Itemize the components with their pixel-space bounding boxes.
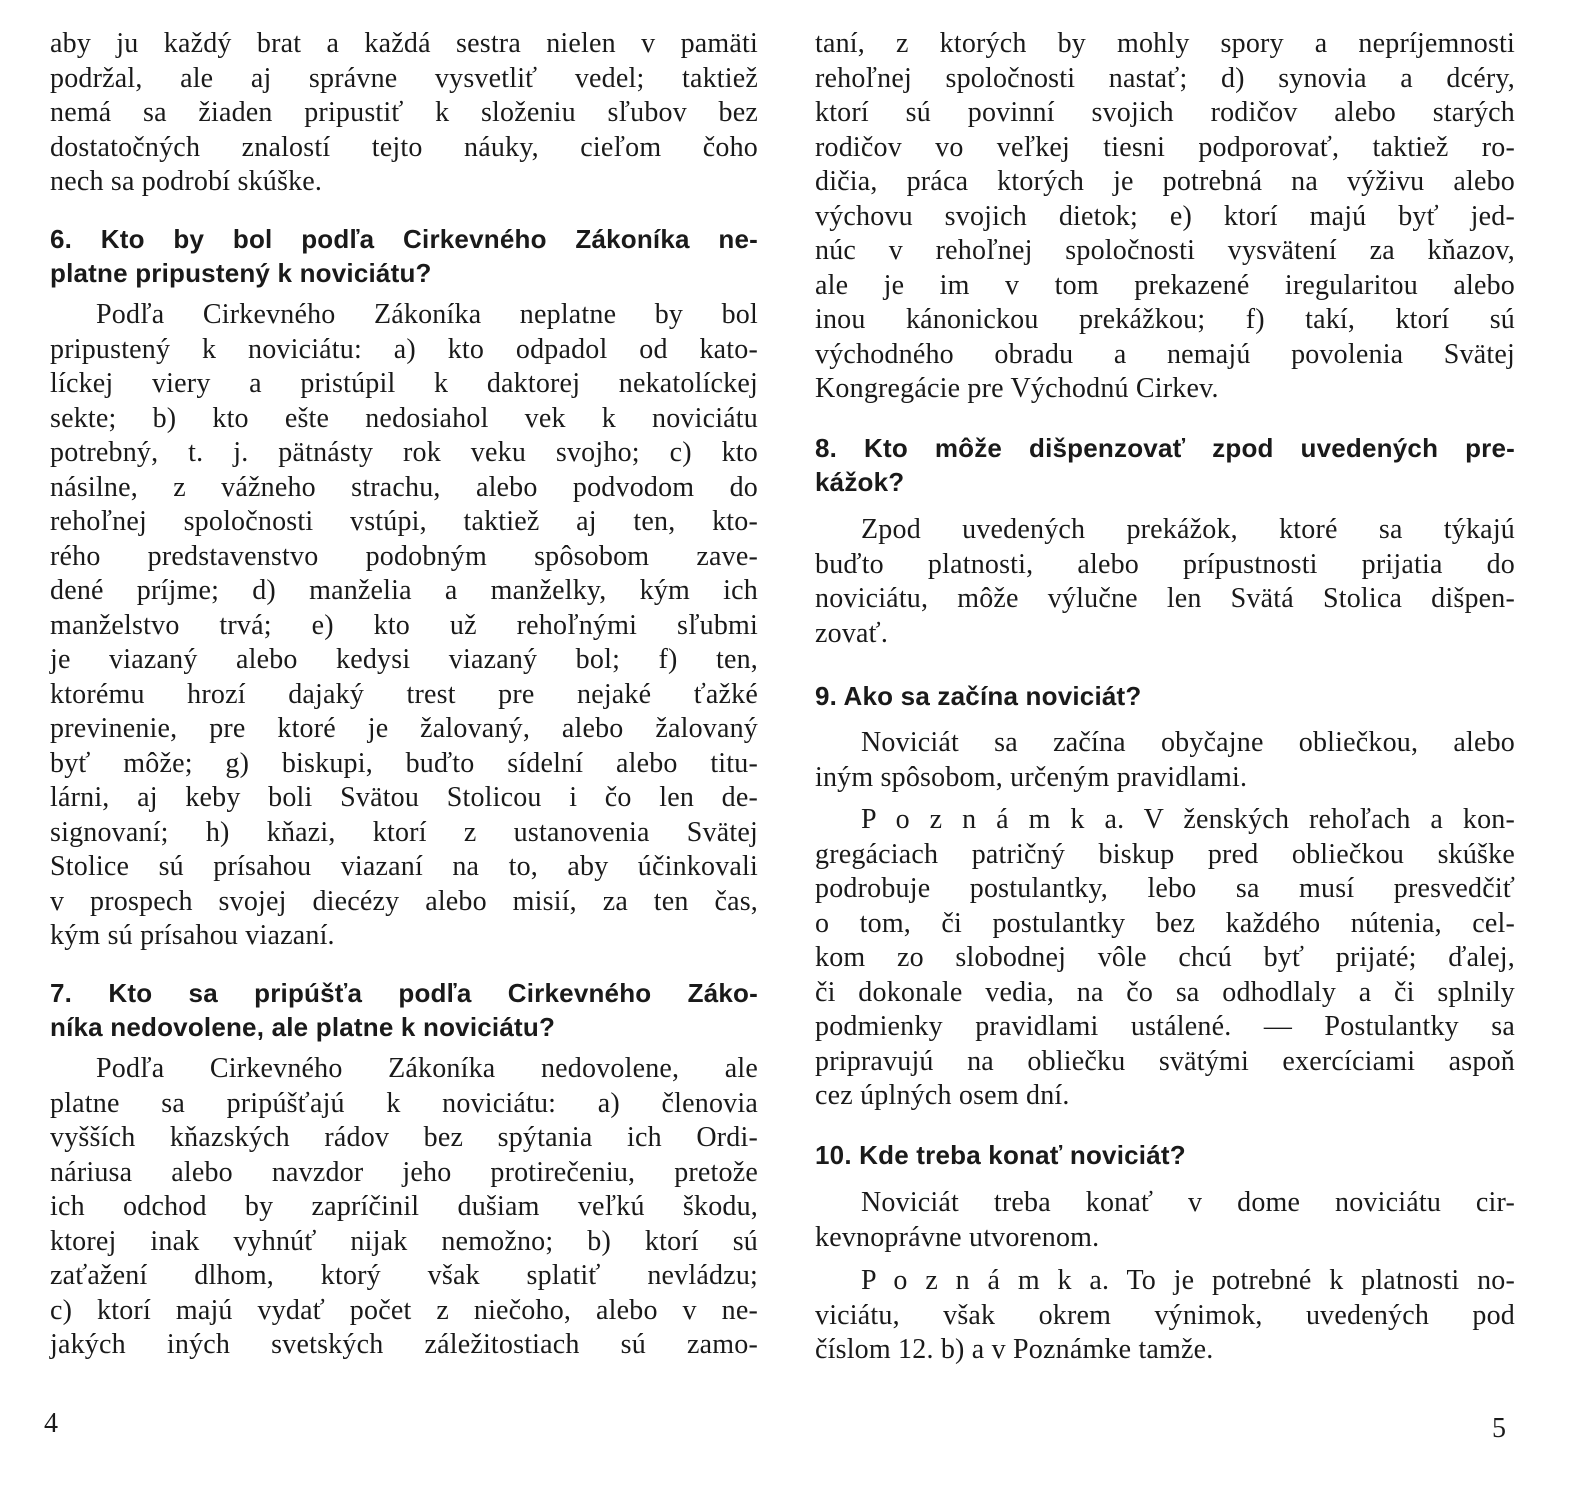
page-number-right: 5 (1492, 1413, 1506, 1444)
text-line: signovaní; h) kňazi, ktorí z ustanovenia Svätej (50, 816, 758, 848)
text-line: rého predstavenstvo podobným spôsobom zave- (50, 540, 758, 572)
text-line: inou kánonickou prekážkou; f) takí, ktorí sú (815, 304, 1515, 335)
text-line: je viazaný alebo kedysi viazaný bol; f) ten, (50, 644, 758, 675)
text-line: ktorí sú povinní svojich rodičov alebo starých (815, 97, 1515, 128)
text-line: byť môže; g) biskupi, buďto sídelní alebo titu- (50, 747, 758, 779)
text-line: 8. Kto môže dišpenzovať zpod uvedených pre- (815, 433, 1515, 463)
text-line: ale je im v tom prekazené iregularitou alebo (815, 269, 1515, 301)
paragraph (815, 1264, 1515, 1368)
text-line: rehoľnej spoločnosti nastať; d) synovia a dcéry, (815, 62, 1515, 94)
text-line: kom zo slobodnej vôle chcú byť prijaté; ďalej, (815, 942, 1515, 973)
text-line: podržal, ale aj správne vysvetliť vedel; taktiež (50, 62, 758, 94)
paragraph (815, 513, 1515, 651)
paragraph (815, 803, 1515, 1114)
text-line: buďto platnosti, alebo prípustnosti prijatia do (815, 548, 1515, 580)
text-line: výchovu svojich dietok; e) ktorí majú byť jed- (815, 200, 1515, 232)
text-line: násilne, z vážneho strachu, alebo podvodom do (50, 471, 758, 503)
text-line: kevnoprávne utvorenom. (815, 1221, 1100, 1253)
text-line: dostatočných znalostí tejto náuky, cieľom čoho (50, 131, 758, 163)
text-line: nemá sa žiaden pripustiť k složeniu sľubov bez (50, 97, 758, 128)
section-heading (815, 679, 1515, 713)
page-number-left: 4 (44, 1408, 58, 1439)
text-line: c) ktorí majú vydať počet z niečoho, alebo v ne- (50, 1294, 758, 1326)
text-line: rodičov vo veľkej tiesni podporovať, taktiež ro- (815, 131, 1515, 163)
text-line: 7. Kto sa pripúšťa podľa Cirkevného Záko- (50, 978, 758, 1008)
paragraph (50, 27, 758, 200)
text-line: platne pripustený k noviciátu? (50, 258, 432, 288)
text-line: Podľa Cirkevného Zákoníka nedovolene, ale (96, 1053, 758, 1084)
paragraph (50, 1052, 758, 1363)
text-line: kážok? (815, 467, 905, 497)
paragraph (815, 1186, 1515, 1255)
text-line: lárni, aj keby boli Svätou Stolicou i čo len de- (50, 782, 758, 813)
text-line: Zpod uvedených prekážok, ktoré sa týkajú (861, 514, 1515, 545)
text-line: nech sa podrobí skúške. (50, 166, 323, 197)
text-line: manželstvo trvá; e) kto už rehoľnými sľubmi (50, 609, 758, 641)
text-line: zaťažení dlhom, ktorý však splatiť nevládzu; (50, 1260, 758, 1291)
text-line: pripustený k noviciátu: a) kto odpadol od kato- (50, 333, 758, 365)
text-line: 9. Ako sa začína noviciát? (815, 681, 1142, 711)
text-line: 6. Kto by bol podľa Cirkevného Zákoníka ne- (50, 224, 758, 254)
text-line: východného obradu a nemajú povolenia Svätej (815, 338, 1515, 370)
text-line: Noviciát treba konať v dome noviciátu cir- (861, 1187, 1515, 1218)
text-line: sekte; b) kto ešte nedosiahol vek k noviciátu (50, 402, 758, 434)
text-line: P o z n á m k a. To je potrebné k platnosti no- (861, 1265, 1515, 1296)
text-line: vyšších kňazských rádov bez spýtania ich Ordi- (50, 1122, 758, 1153)
text-line: v prospech svojej diecézy alebo misií, za ten čas, (50, 885, 758, 917)
text-line: potrebný, t. j. pätnásty rok veku svojho; c) kto (50, 437, 758, 468)
text-line: noviciátu, môže výlučne len Svätá Stolica dišpen- (815, 583, 1515, 614)
text-line: platne sa pripúšťajú k noviciátu: a) členovia (50, 1087, 758, 1119)
text-line: dené príjme; d) manželia a manželky, kým ich (50, 575, 758, 606)
text-line: či dokonale vedia, na čo sa odhodlaly a či splnily (815, 976, 1515, 1008)
text-line: ich odchod by zapríčinil dušiam veľkú škodu, (50, 1191, 758, 1222)
section-heading (815, 431, 1515, 499)
text-line: Noviciát sa začína obyčajne obliečkou, alebo (861, 727, 1515, 758)
paragraph (815, 27, 1515, 407)
text-line: číslom 12. b) a v Poznámke tamže. (815, 1334, 1214, 1365)
text-line: kým sú prísahou viazaní. (50, 920, 335, 951)
paragraph (50, 298, 758, 954)
paragraph (815, 726, 1515, 795)
text-line: ktorému hrozí dajaký trest pre nejaké ťažké (50, 678, 758, 710)
text-line: pripravujú na obliečku svätými exercíciami aspoň (815, 1045, 1515, 1077)
text-line: Kongregácie pre Východnú Cirkev. (815, 373, 1219, 404)
text-line: cez úplných osem dní. (815, 1080, 1070, 1111)
text-line: viciátu, však okrem výnimok, uvedených pod (815, 1299, 1515, 1331)
text-line: níka nedovolene, ale platne k noviciátu? (50, 1012, 556, 1042)
text-line: rehoľnej spoločnosti vstúpi, taktiež aj ten, kto- (50, 506, 758, 537)
section-heading (50, 222, 758, 290)
text-line: jakých iných svetských záležitostiach sú zamo- (50, 1329, 758, 1360)
text-line: previnenie, pre ktoré je žalovaný, alebo žalovaný (50, 713, 758, 744)
text-line: ktorej inak vyhnúť nijak nemožno; b) ktorí sú (50, 1225, 758, 1257)
text-line: náriusa alebo navzdor jeho protirečeniu, pretože (50, 1156, 758, 1188)
text-line: podrobuje postulantky, lebo sa musí presvedčiť (815, 873, 1515, 904)
text-line: podmienky pravidlami ustálené. — Postulantky sa (815, 1011, 1515, 1042)
text-line: zovať. (815, 617, 889, 649)
text-line: Stolice sú prísahou viazaní na to, aby účinkovali (50, 851, 758, 882)
text-line: núc v rehoľnej spoločnosti vysvätení za kňazov, (815, 235, 1515, 266)
text-line: P o z n á m k a. V ženských rehoľach a kon- (861, 804, 1515, 835)
text-line: Podľa Cirkevného Zákoníka neplatne by bol (96, 299, 758, 330)
text-line: taní, z ktorých by mohly spory a nepríjemnosti (815, 28, 1515, 59)
text-line: 10. Kde treba konať noviciát? (815, 1140, 1186, 1170)
text-line: líckej viery a pristúpil k daktorej nekatolíckej (50, 368, 758, 399)
text-line: iným spôsobom, určeným pravidlami. (815, 761, 1248, 793)
text-line: dičia, práca ktorých je potrebná na výživu alebo (815, 166, 1515, 197)
text-line: o tom, či postulantky bez každého nútenia, cel- (815, 907, 1515, 939)
section-heading (815, 1138, 1515, 1172)
text-line: aby ju každý brat a každá sestra nielen v pamäti (50, 28, 758, 59)
section-heading (50, 976, 758, 1044)
text-line: gregáciach patričný biskup pred obliečkou skúške (815, 838, 1515, 870)
